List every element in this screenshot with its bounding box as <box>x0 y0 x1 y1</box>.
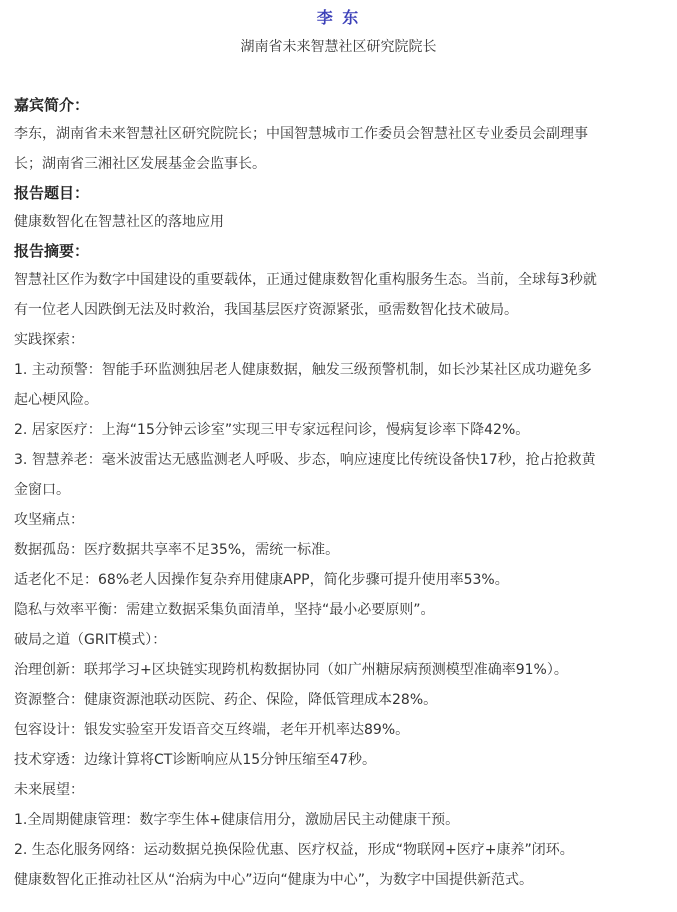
practice-item: 1. 主动预警：智能手环监测独居老人健康数据，触发三级预警机制，如长沙某社区成功避免多 <box>14 362 592 378</box>
practice-item: 2. 居家医疗：上海“15分钟云诊室”实现三甲专家远程问诊，慢病复诊率下降42%。 <box>14 422 530 438</box>
future-item: 1.全周期健康管理：数字孪生体+健康信用分，激励居民主动健康干预。 <box>14 812 460 828</box>
bio-line: 长；湖南省三湘社区发展基金会监事长。 <box>14 156 266 172</box>
grit-heading: 破局之道（GRIT模式）： <box>14 632 167 648</box>
speaker-name: 李 东 <box>316 8 361 27</box>
practice-heading: 实践探索： <box>14 332 84 348</box>
closing-text: 健康数智化正推动社区从“治病为中心”迈向“健康为中心”，为数字中国提供新范式。 <box>14 872 534 888</box>
bio-heading: 嘉宾简介： <box>14 96 90 114</box>
future-heading: 未来展望： <box>14 782 84 798</box>
profile-content <box>14 91 666 895</box>
abstract-heading: 报告摘要： <box>14 242 90 260</box>
abstract-line: 智慧社区作为数字中国建设的重要载体，正通过健康数智化重构服务生态。当前，全球每3秒就 <box>14 272 597 288</box>
topic-text: 健康数智化在智慧社区的落地应用 <box>14 214 224 230</box>
future-item: 2. 生态化服务网络：运动数据兑换保险优惠、医疗权益，形成“物联网+医疗+康养”闭环。 <box>14 842 574 858</box>
grit-item: 包容设计：银发实验室开发语音交互终端，老年开机率达89%。 <box>14 722 410 738</box>
topic-heading: 报告题目： <box>14 184 90 202</box>
grit-item: 资源整合：健康资源池联动医院、药企、保险，降低管理成本28%。 <box>14 692 438 708</box>
grit-item: 技术穿透：边缘计算将CT诊断响应从15分钟压缩至47秒。 <box>14 752 376 768</box>
bio-line: 李东，湖南省未来智慧社区研究院院长；中国智慧城市工作委员会智慧社区专业委员会副理事 <box>14 126 588 142</box>
grit-item: 治理创新：联邦学习+区块链实现跨机构数据协同（如广州糖尿病预测模型准确率91%）。 <box>14 662 568 678</box>
abstract-line: 有一位老人因跌倒无法及时救治，我国基层医疗资源紧张，亟需数智化技术破局。 <box>14 302 518 318</box>
pain-item: 数据孤岛：医疗数据共享率不足35%，需统一标准。 <box>14 542 340 558</box>
pain-heading: 攻坚痛点： <box>14 512 84 528</box>
practice-item: 金窗口。 <box>14 482 70 498</box>
pain-item: 适老化不足：68%老人因操作复杂弃用健康APP，简化步骤可提升使用率53%。 <box>14 572 509 588</box>
speaker-title: 湖南省未来智慧社区研究院院长 <box>240 39 437 55</box>
pain-item: 隐私与效率平衡：需建立数据采集负面清单，坚持“最小必要原则”。 <box>14 602 435 618</box>
practice-item: 3. 智慧养老：毫米波雷达无感监测老人呼吸、步态，响应速度比传统设备快17秒，抢占抢救黄 <box>14 452 596 468</box>
practice-item: 起心梗风险。 <box>14 392 98 408</box>
